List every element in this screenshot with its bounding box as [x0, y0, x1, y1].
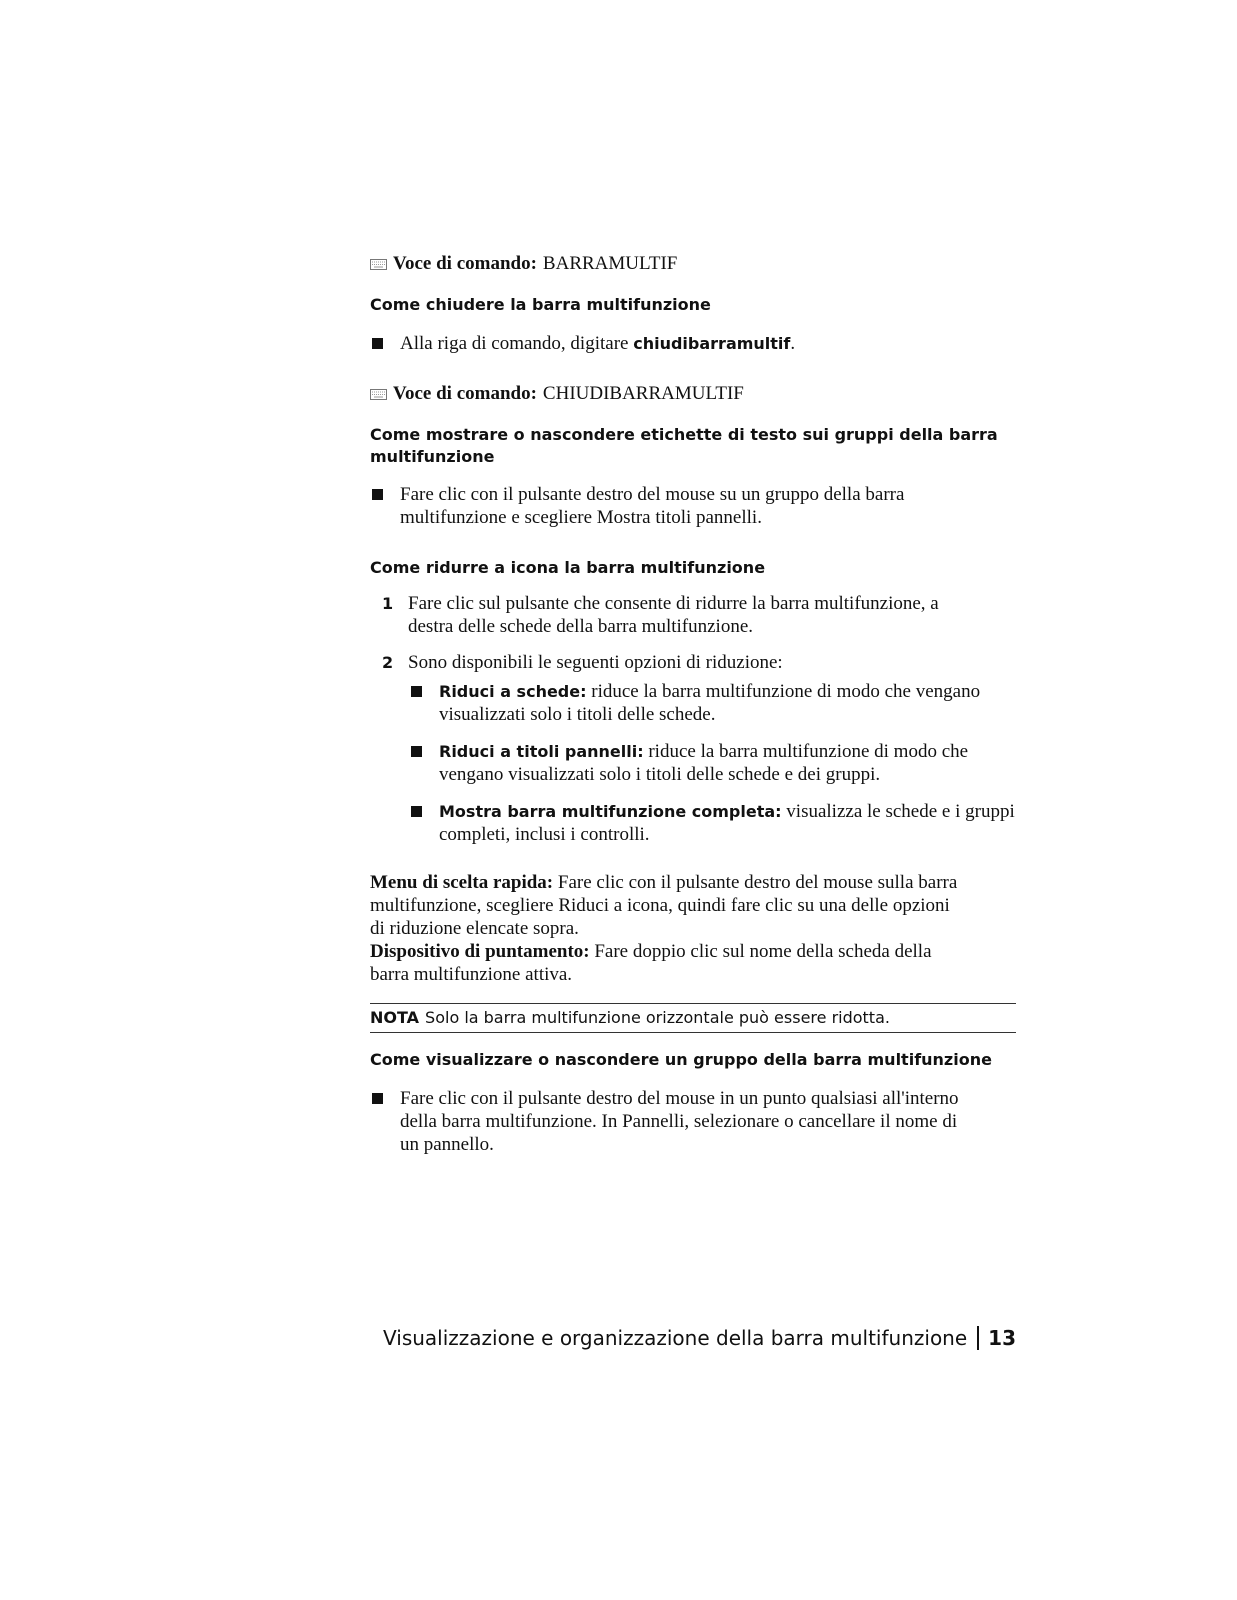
command-value: CHIUDIBARRAMULTIF	[542, 383, 744, 404]
list-item: Riduci a titoli pannelli: riduce la barra multifunzione di modo che vengano visualizzati solo i titoli delle schede e dei gruppi.	[409, 740, 1016, 786]
bullet-square-icon	[372, 489, 383, 500]
step-number: 1	[382, 594, 394, 613]
shortcut-paragraph: Menu di scelta rapida: Fare clic con il pulsante destro del mouse sulla barra multifunzione, scegliere Riduci a icona, quindi fare clic su una delle opzioni di riduzione elencate sopra. Dispositivo di puntamento: Fare doppio clic sul nome della scheda della barra multifunzione attiva.	[370, 872, 958, 985]
option-list	[370, 680, 1016, 846]
numbered-step: 1 Fare clic sul pulsante che consente di ridurre la barra multifunzione, a destra delle schede della barra multifunzione.	[382, 593, 939, 637]
note-box	[370, 1003, 1016, 1033]
command-entry-2	[370, 382, 1016, 406]
keyboard-icon	[370, 389, 387, 400]
bullet-square-icon	[411, 746, 422, 757]
list-item: Riduci a schede: riduce la barra multifunzione di modo che vengano visualizzati solo i titoli delle schede.	[409, 680, 1016, 726]
pointing-device-label: Dispositivo di puntamento:	[370, 941, 590, 962]
note-label: NOTA	[370, 1008, 420, 1027]
section-heading-show-group: Come visualizzare o nascondere un gruppo della barra multifunzione	[370, 1050, 992, 1069]
shortcut-menu-label: Menu di scelta rapida:	[370, 872, 554, 893]
bullet-square-icon	[411, 686, 422, 697]
bullet-square-icon	[372, 338, 383, 349]
numbered-step: 2 Sono disponibili le seguenti opzioni di riduzione:	[382, 652, 783, 673]
bullet-square-icon	[411, 806, 422, 817]
page-number: 13	[988, 1326, 1016, 1350]
page-footer	[383, 1326, 1016, 1350]
page-content	[370, 252, 1016, 1156]
command-entry-1	[370, 252, 1016, 276]
keyboard-icon	[370, 259, 387, 270]
step-number: 2	[382, 653, 394, 672]
list-item: Alla riga di comando, digitare chiudibarramultif.	[370, 332, 1016, 355]
list-item: Fare clic con il pulsante destro del mouse su un gruppo della barra multifunzione e scegliere Mostra titoli pannelli.	[370, 483, 1016, 529]
footer-title: Visualizzazione e organizzazione della barra multifunzione	[383, 1326, 968, 1350]
command-value: BARRAMULTIF	[542, 253, 678, 274]
list-item: Fare clic con il pulsante destro del mouse in un punto qualsiasi all'interno della barra multifunzione. In Pannelli, selezionare o cancellare il nome di un pannello.	[370, 1087, 1016, 1156]
command-label: Voce di comando:	[393, 383, 537, 404]
bullet-square-icon	[372, 1093, 383, 1104]
section-heading-minimize: Come ridurre a icona la barra multifunzione	[370, 558, 766, 577]
footer-separator	[977, 1326, 979, 1350]
note-text: Solo la barra multifunzione orizzontale può essere ridotta.	[425, 1008, 890, 1027]
command-label: Voce di comando:	[393, 253, 537, 274]
command-name: chiudibarramultif	[633, 334, 791, 353]
list-item: Mostra barra multifunzione completa: visualizza le schede e i gruppi completi, inclusi i controlli.	[409, 800, 1016, 846]
section-heading-close: Come chiudere la barra multifunzione	[370, 295, 711, 314]
section-heading-labels: Come mostrare o nascondere etichette di testo sui gruppi della barra multifunzione	[370, 425, 998, 466]
